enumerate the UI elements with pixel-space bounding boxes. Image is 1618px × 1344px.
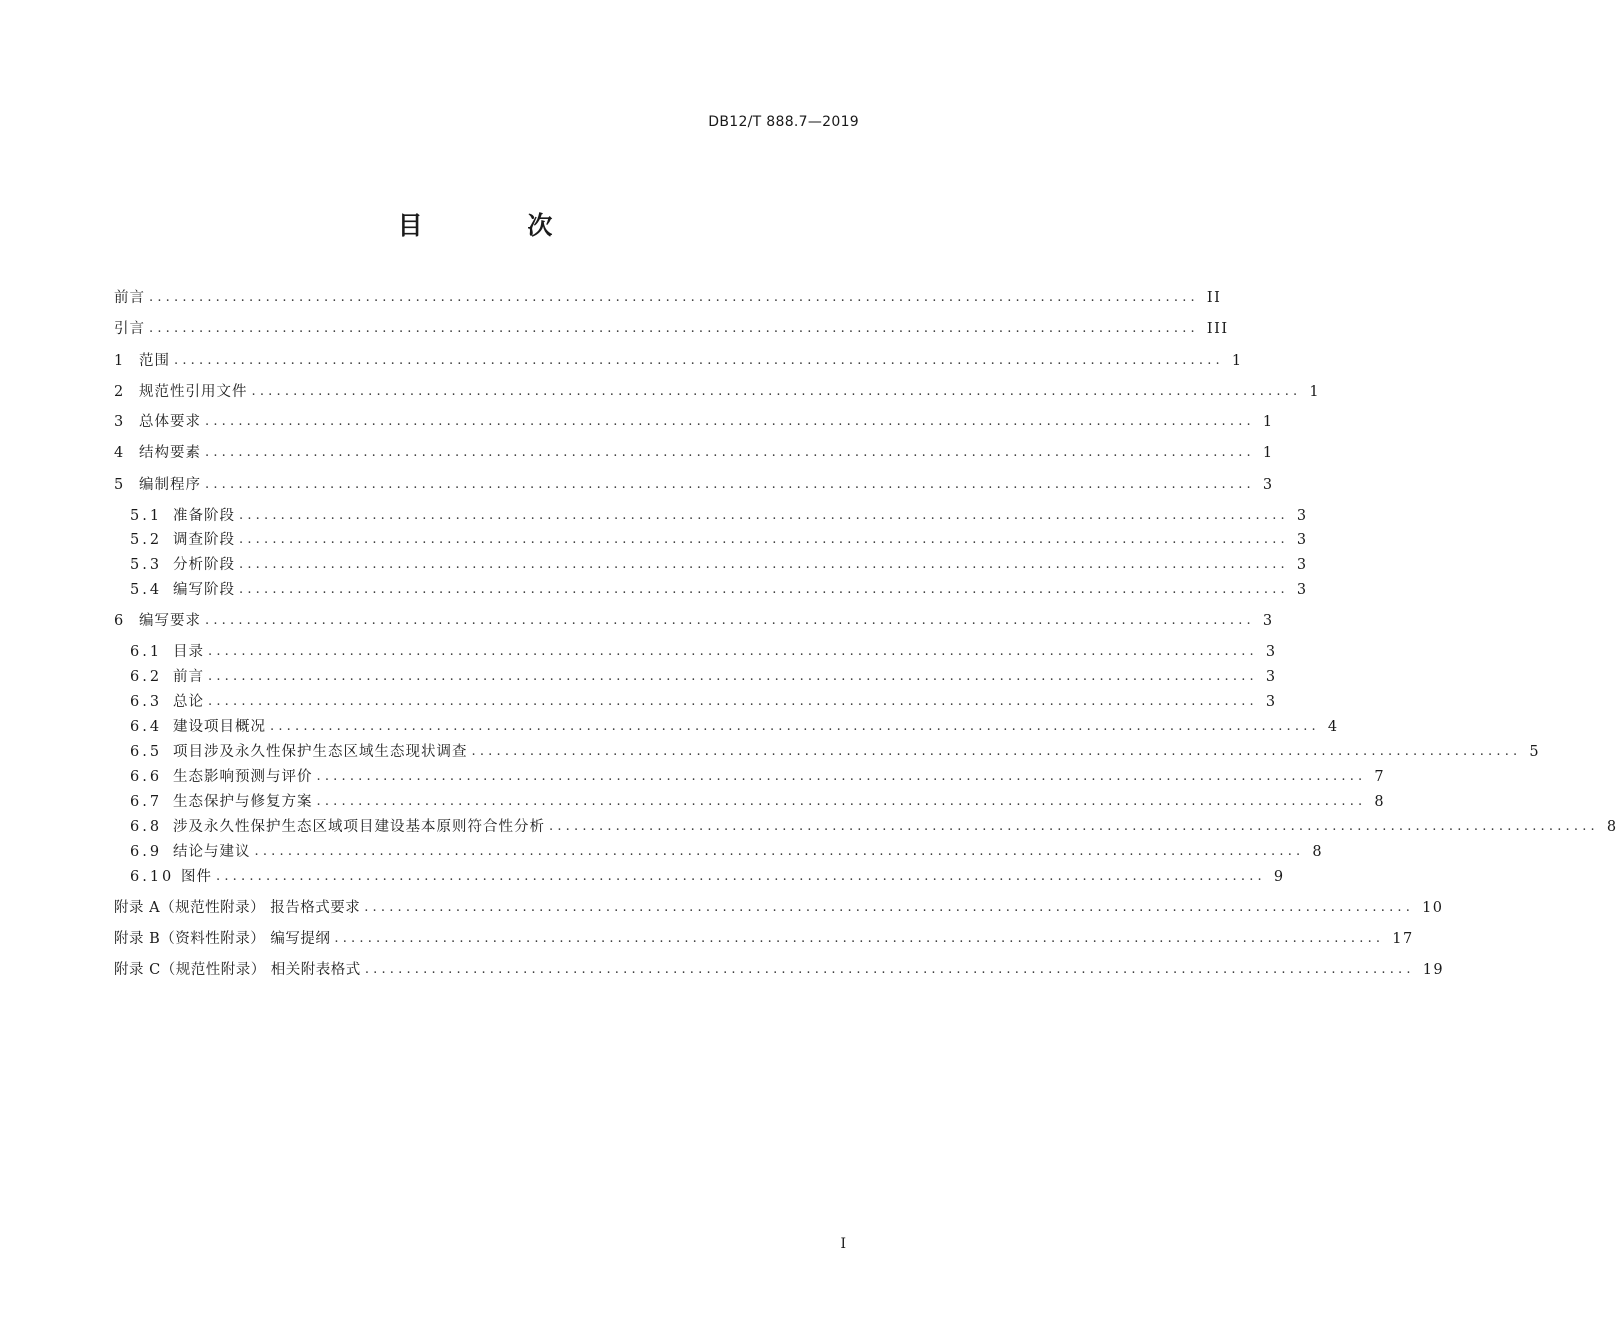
toc-entry-page: 17: [1392, 931, 1414, 947]
toc-entry-introduction[interactable]: [114, 318, 1229, 340]
toc-entry-number: 6.1: [130, 644, 163, 660]
toc-entry-number: 6.6: [130, 769, 163, 785]
toc-entry-label: 范围: [139, 353, 170, 369]
toc-entry-2[interactable]: [114, 381, 1321, 403]
toc-entry-page: 1: [1262, 445, 1274, 461]
toc-entry-label: 附录 C（规范性附录） 相关附表格式: [114, 962, 361, 978]
toc-entry-label: 规范性引用文件: [139, 384, 248, 400]
page-number: I: [840, 1236, 846, 1252]
toc-entry-6-10[interactable]: [130, 866, 1285, 888]
toc-entry-page: 3: [1262, 477, 1274, 493]
toc-entry-page: 19: [1422, 962, 1445, 978]
toc-leader-dots: ..............................................................................................................................: [316, 794, 1367, 809]
toc-entry-5-4[interactable]: [130, 579, 1308, 601]
toc-entry-label: 总体要求: [139, 414, 201, 430]
toc-entry-5-2[interactable]: [130, 529, 1308, 551]
toc-entry-number: 6.9: [130, 844, 163, 860]
toc-entry-6[interactable]: [114, 610, 1274, 632]
toc-entry-number: 6.5: [130, 744, 163, 760]
toc-leader-dots: ..............................................................................................................................: [149, 290, 1199, 305]
toc-entry-5[interactable]: [114, 474, 1274, 496]
toc-entry-number: 6.7: [130, 794, 163, 810]
toc-leader-dots: ..............................................................................................................................: [364, 900, 1415, 915]
toc-entry-page: 3: [1265, 694, 1277, 710]
toc-entry-6-4[interactable]: [130, 716, 1339, 738]
toc-entry-label: 生态影响预测与评价: [173, 769, 313, 785]
toc-entry-page: 1: [1231, 353, 1243, 369]
toc-entry-label: 附录 B（资料性附录） 编写提纲: [114, 931, 331, 947]
toc-entry-6-6[interactable]: [130, 766, 1386, 788]
toc-entry-page: 4: [1327, 719, 1339, 735]
toc-entry-label: 涉及永久性保护生态区域项目建设基本原则符合性分析: [173, 819, 545, 835]
toc-entry-preface[interactable]: [114, 287, 1222, 309]
toc-entry-number: 5: [114, 477, 127, 493]
toc-entry-appendix-c[interactable]: [114, 959, 1445, 981]
toc-entry-3[interactable]: [114, 411, 1274, 433]
toc-entry-number: 5.3: [130, 557, 163, 573]
toc-entry-label: 调查阶段: [173, 532, 235, 548]
toc-entry-4[interactable]: [114, 442, 1274, 464]
toc-entry-6-9[interactable]: [130, 841, 1324, 863]
toc-entry-6-2[interactable]: [130, 666, 1277, 688]
toc-entry-page: II: [1206, 290, 1222, 306]
toc-entry-label: 分析阶段: [173, 557, 235, 573]
toc-entry-page: 1: [1262, 414, 1274, 430]
toc-entry-page: 3: [1296, 582, 1308, 598]
toc-entry-number: 5.1: [130, 508, 163, 524]
toc-entry-page: 7: [1374, 769, 1386, 785]
toc-leader-dots: ..............................................................................................................................: [239, 532, 1289, 547]
toc-entry-6-3[interactable]: [130, 691, 1277, 713]
toc-entry-5-3[interactable]: [130, 554, 1308, 576]
toc-entry-page: 3: [1265, 644, 1277, 660]
toc-entry-label: 结构要素: [139, 445, 201, 461]
toc-leader-dots: ..............................................................................................................................: [251, 384, 1302, 399]
toc-entry-page: 9: [1273, 869, 1285, 885]
toc-entry-page: 8: [1606, 819, 1618, 835]
toc-entry-number: 3: [114, 414, 127, 430]
toc-entry-label: 编制程序: [139, 477, 201, 493]
toc-leader-dots: ..............................................................................................................................: [239, 557, 1289, 572]
toc-leader-dots: ..............................................................................................................................: [549, 819, 1599, 834]
toc-leader-dots: ..............................................................................................................................: [205, 414, 1255, 429]
toc-entry-page: 8: [1374, 794, 1386, 810]
toc-leader-dots: ..............................................................................................................................: [205, 613, 1255, 628]
toc-entry-page: 3: [1265, 669, 1277, 685]
toc-entry-6-5[interactable]: [130, 741, 1541, 763]
toc-leader-dots: ..............................................................................................................................: [239, 508, 1289, 523]
toc-entry-number: 5.4: [130, 582, 163, 598]
toc-leader-dots: ..............................................................................................................................: [205, 445, 1255, 460]
toc-entry-label: 前言: [114, 290, 145, 306]
toc-leader-dots: ..............................................................................................................................: [208, 644, 1258, 659]
toc-leader-dots: ..............................................................................................................................: [364, 962, 1415, 977]
toc-entry-label: 项目涉及永久性保护生态区域生态现状调查: [173, 744, 468, 760]
toc-entry-label: 准备阶段: [173, 508, 235, 524]
toc-entry-number: 6: [114, 613, 127, 629]
toc-entry-label: 目录: [173, 644, 204, 660]
toc-entry-number: 1: [114, 353, 127, 369]
toc-entry-label: 编写要求: [139, 613, 201, 629]
toc-entry-page: III: [1206, 321, 1229, 337]
toc-leader-dots: ..............................................................................................................................: [208, 669, 1258, 684]
toc-leader-dots: ..............................................................................................................................: [471, 744, 1522, 759]
toc-entry-page: 3: [1296, 508, 1308, 524]
toc-entry-number: 6.8: [130, 819, 163, 835]
document-code: DB12/T 888.7—2019: [708, 114, 859, 130]
toc-leader-dots: ..............................................................................................................................: [216, 869, 1266, 884]
toc-leader-dots: ..............................................................................................................................: [270, 719, 1320, 734]
toc-entry-page: 3: [1296, 557, 1308, 573]
toc-entry-number: 2: [114, 384, 127, 400]
toc-entry-label: 编写阶段: [173, 582, 235, 598]
toc-entry-label: 结论与建议: [173, 844, 251, 860]
toc-entry-label: 前言: [173, 669, 204, 685]
toc-leader-dots: ..............................................................................................................................: [149, 321, 1199, 336]
toc-entry-page: 5: [1529, 744, 1541, 760]
toc-entry-appendix-b[interactable]: [114, 928, 1414, 950]
toc-entry-label: 引言: [114, 321, 145, 337]
toc-entry-page: 1: [1309, 384, 1321, 400]
toc-entry-page: 3: [1296, 532, 1308, 548]
toc-entry-page: 8: [1312, 844, 1324, 860]
toc-leader-dots: ..............................................................................................................................: [208, 694, 1258, 709]
toc-entry-appendix-a[interactable]: [114, 897, 1444, 919]
toc-leader-dots: ..............................................................................................................................: [205, 477, 1255, 492]
toc-entry-number: 6.3: [130, 694, 163, 710]
toc-leader-dots: ..............................................................................................................................: [239, 582, 1289, 597]
toc-leader-dots: ..............................................................................................................................: [316, 769, 1367, 784]
toc-entry-1[interactable]: [114, 350, 1243, 372]
toc-entry-label: 图件: [181, 869, 212, 885]
toc-entry-number: 6.2: [130, 669, 163, 685]
toc-entry-label: 总论: [173, 694, 204, 710]
toc-entry-label: 建设项目概况: [173, 719, 266, 735]
toc-leader-dots: ..............................................................................................................................: [174, 353, 1224, 368]
toc-entry-6-7[interactable]: [130, 791, 1386, 813]
toc-entry-label: 附录 A（规范性附录） 报告格式要求: [114, 900, 361, 916]
toc-entry-6-1[interactable]: [130, 641, 1277, 663]
toc-entry-6-8[interactable]: [130, 816, 1618, 838]
toc-entry-number: 5.2: [130, 532, 163, 548]
toc-leader-dots: ..............................................................................................................................: [254, 844, 1305, 859]
toc-entry-page: 3: [1262, 613, 1274, 629]
toc-entry-number: 4: [114, 445, 127, 461]
toc-entry-number: 6.10: [130, 869, 175, 885]
page-title: 目 次: [397, 211, 601, 240]
toc-entry-number: 6.4: [130, 719, 163, 735]
toc-entry-page: 10: [1422, 900, 1444, 916]
toc-entry-label: 生态保护与修复方案: [173, 794, 313, 810]
toc-entry-5-1[interactable]: [130, 505, 1308, 527]
toc-leader-dots: ..............................................................................................................................: [334, 931, 1385, 946]
